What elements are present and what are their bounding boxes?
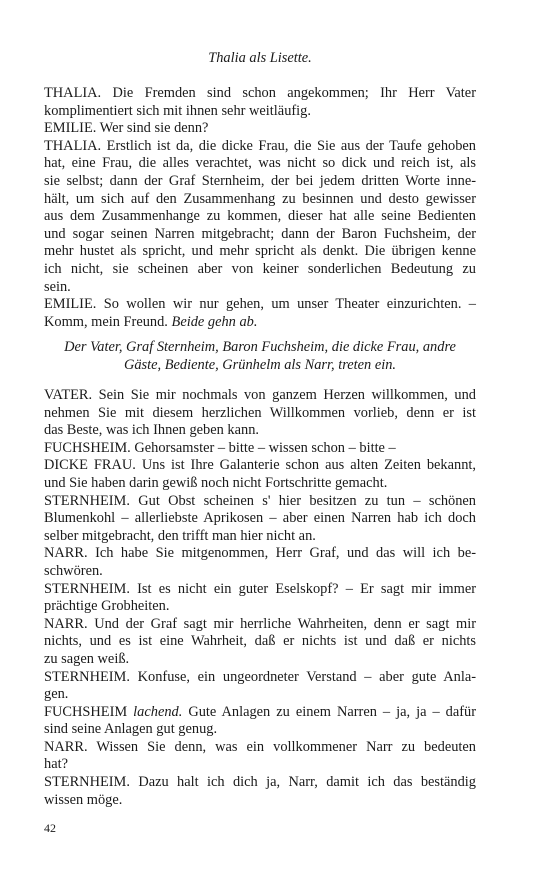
- text-line: gen.: [44, 686, 69, 703]
- text-line: selber mitgebracht, den trifft man hier nicht an.: [44, 527, 316, 544]
- text-line: THALIA. Erstlich ist da, die dicke Frau, die Sie aus der Taufe gehoben: [44, 137, 476, 154]
- text-line: hält, um sich auf den Zusammenhang zu besinnen und desto gewisser: [44, 190, 476, 207]
- stage-note: lachend.: [133, 703, 183, 720]
- text-line: THALIA. Die Fremden sind schon angekommen; Ihr Herr Vater: [44, 85, 476, 101]
- dialogue-block-2: [44, 387, 476, 809]
- text-line: nichts, und es ist eine Wahrheit, daß er nichts ist und daß er nichts: [44, 633, 476, 650]
- text-line: [44, 704, 476, 722]
- text-line: Blumenkohl – allerliebste Aprikosen – aber einen Narren hab ich doch: [44, 510, 476, 527]
- speaker: FUCHSHEIM: [44, 703, 128, 720]
- text-line: sind seine Anlagen gut genug.: [44, 721, 218, 738]
- text-line: wissen möge.: [44, 791, 123, 808]
- text-line: komplimentiert sich mit ihnen sehr weitläufig.: [44, 102, 311, 119]
- book-page: [44, 0, 476, 880]
- stage-direction-line: Gäste, Bediente, Grünhelm als Narr, treten ein.: [123, 356, 397, 373]
- text-line: EMILIE. So wollen wir nur gehen, um unser Theater einzurichten. –: [44, 296, 476, 313]
- text-line: und sogar seinen Narren mitgebracht; dann der Baron Fuchsheim, der: [44, 225, 476, 242]
- text-line: DICKE FRAU. Uns ist Ihre Galanterie schon aus alten Zeiten bekannt,: [44, 457, 476, 474]
- text-line: ich nicht, sie scheinen aber von keiner sonderlichen Bedeutung zu: [44, 260, 476, 277]
- text-line: STERNHEIM. Gut Obst scheinen s' hier besitzen zu tun – schönen: [44, 492, 476, 509]
- text-line: das Beste, was ich Ihnen geben kann.: [44, 422, 259, 439]
- stage-direction: [44, 339, 476, 374]
- text-line: nehmen Sie mit diesem herzlichen Willkommen vorlieb, denn er ist: [44, 404, 476, 421]
- text-line: NARR. Wissen Sie denn, was ein vollkommener Narr zu bedeuten: [44, 738, 476, 755]
- text-line: und Sie haben darin gewiß noch nicht Fortschritte gemacht.: [44, 474, 388, 491]
- text-line: sein.: [44, 278, 71, 295]
- stage-direction-line: Der Vater, Graf Sternheim, Baron Fuchsheim, die dicke Frau, andre: [64, 339, 456, 355]
- text-line: hat?: [44, 756, 68, 773]
- scene-heading: Thalia als Lisette.: [208, 50, 312, 66]
- stage-note: Beide gehn ab.: [171, 313, 258, 330]
- text-line: VATER. Sein Sie mir nochmals von ganzem Herzen willkommen, und: [44, 387, 476, 403]
- text-span: Komm, mein Freund.: [44, 313, 168, 330]
- page-number: 42: [44, 821, 56, 835]
- text-span: Gute Anlagen zu einem Narren – ja, ja – dafür: [188, 703, 476, 720]
- text-line: hat, eine Frau, die alles verachtet, was nicht so dick und reich ist, als: [44, 155, 476, 172]
- text-line: prächtige Grobheiten.: [44, 598, 170, 615]
- text-line: EMILIE. Wer sind sie denn?: [44, 120, 209, 137]
- text-line: zu sagen weiß.: [44, 650, 130, 667]
- text-line: schwören.: [44, 562, 103, 579]
- text-line: FUCHSHEIM. Gehorsamster – bitte – wissen schon – bitte –: [44, 439, 396, 456]
- text-line: STERNHEIM. Ist es nicht ein guter Eselskopf? – Er sagt mir immer: [44, 580, 476, 597]
- text-line: NARR. Ich habe Sie mitgenommen, Herr Graf, und das will ich be-: [44, 545, 476, 562]
- text-line: mehr hustet als spricht, und mehr spricht als denkt. Die übrigen kenne: [44, 243, 476, 260]
- text-line: sie selbst; dann der Graf Sternheim, der bei jedem dritten Worte inne-: [44, 172, 476, 189]
- text-line: NARR. Und der Graf sagt mir herrliche Wahrheiten, denn er sagt mir: [44, 615, 476, 632]
- text-line: STERNHEIM. Konfuse, ein ungeordneter Verstand – aber gute Anla-: [44, 668, 476, 685]
- text-line: [44, 314, 476, 332]
- text-line: aus dem Zusammenhange zu kommen, dieser hat alle seine Bedienten: [44, 208, 476, 225]
- text-line: STERNHEIM. Dazu halt ich dich ja, Narr, damit ich das beständig: [44, 774, 476, 791]
- dialogue-block-1: [44, 85, 476, 331]
